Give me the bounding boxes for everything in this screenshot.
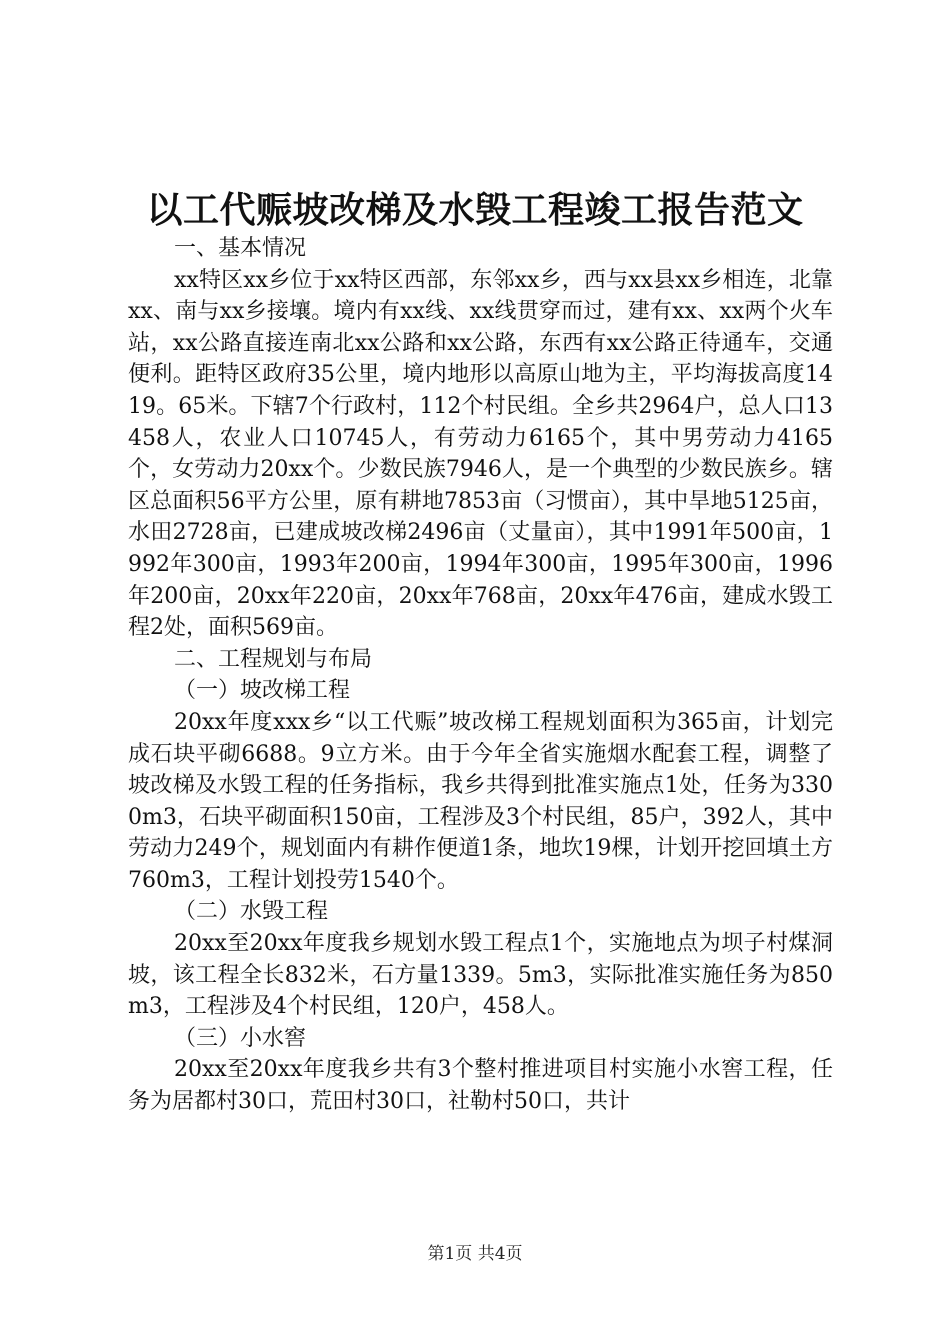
section-heading: 二、工程规划与布局 — [174, 646, 373, 672]
paragraph: xx特区xx乡位于xx特区西部，东邻xx乡，西与xx县xx乡相连，北靠xx、南与xx乡接壤。境内有xx线、xx线贯穿而过，建有xx、xx两个火车站，xx公路直接连南北xx公路和xx公路，东西有xx公路正待通车，交通便利。距特区政府35公里，境内地形以高原山地为主，平均海拔高度1419。65米。下辖7个行政村，112个村民组。全乡共2964户，总人口13458人，农业人口10745人，有劳动力6165个，其中男劳动力4165个，女劳动力20xx个。少数民族7946人，是一个典型的少数民族乡。辖区总面积56平方公里，原有耕地7853亩（习惯亩），其中旱地5125亩，水田2728亩，已建成坡改梯2496亩（丈量亩），其中1991年500亩，1992年300亩，1993年200亩，1994年300亩，1995年300亩，1996年200亩，20xx年220亩，20xx年768亩，20xx年476亩，建成水毁工程2处，面积569亩。 — [128, 267, 833, 641]
paragraph: 20xx至20xx年度我乡共有3个整村推进项目村实施小水窖工程，任务为居都村30口，荒田村30口，社勒村50口，共计 — [128, 1057, 833, 1115]
subsection-heading: （三）小水窖 — [174, 1025, 307, 1051]
page-number-footer: 第1页 共4页 — [427, 1244, 523, 1264]
paragraph: 20xx至20xx年度我乡规划水毁工程点1个，实施地点为坝子村煤洞坡，该工程全长832米，石方量1339。5m3，实际批准实施任务为850m3，工程涉及4个村民组，120户，458人。 — [128, 931, 833, 1020]
document-title: 以工代赈坡改梯及水毁工程竣工报告范文 — [146, 189, 804, 231]
document-body — [128, 233, 833, 1118]
subsection-heading: （一）坡改梯工程 — [174, 678, 351, 704]
paragraph: 20xx年度xxx乡“以工代赈”坡改梯工程规划面积为365亩，计划完成石块平砌6688。9立方米。由于今年全省实施烟水配套工程，调整了坡改梯及水毁工程的任务指标，我乡共得到批准实施点1处，任务为3300m3，石块平砌面积150亩，工程涉及3个村民组，85户，392人，其中劳动力249个，规划面内有耕作便道1条，地坎19棵，计划开挖回填土方760m3，工程计划投劳1540个。 — [128, 709, 833, 893]
subsection-heading: （二）水毁工程 — [174, 899, 329, 925]
section-heading: 一、基本情况 — [174, 236, 307, 261]
